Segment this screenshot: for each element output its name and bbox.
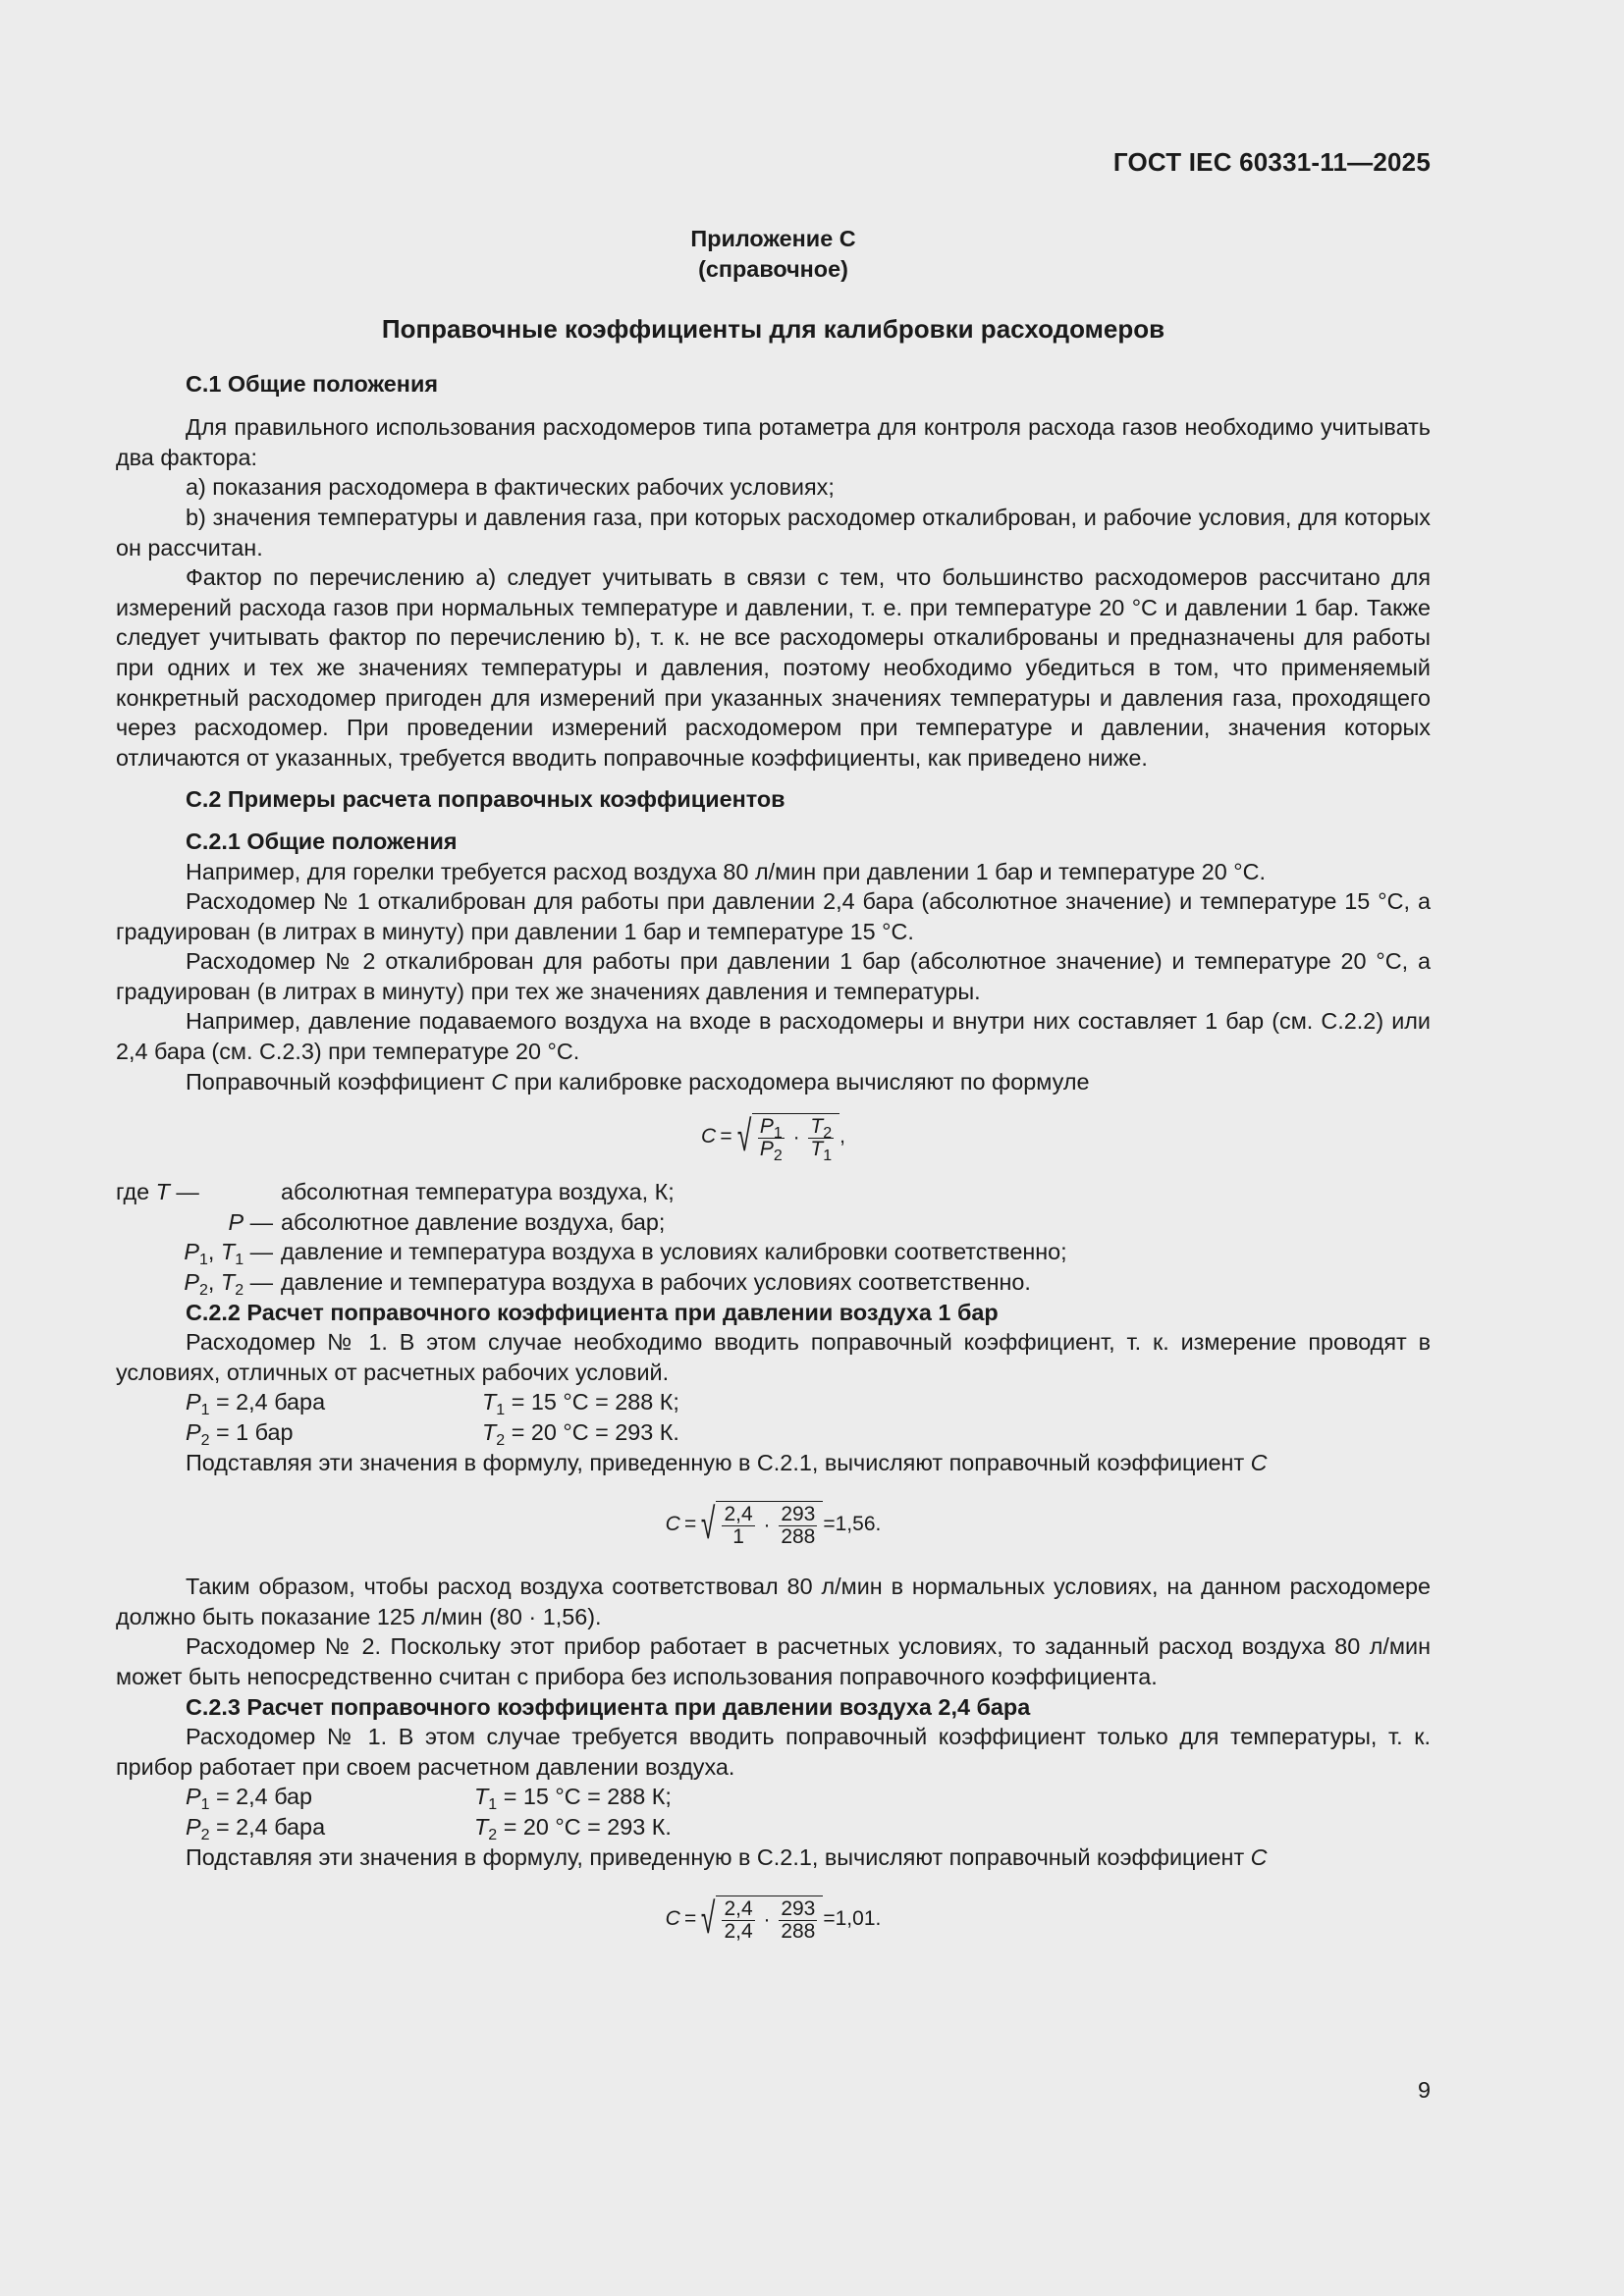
- formula-calc-1: C = √ $\frac{2,4}{1}$ · $\frac{293}{288}$ =1,56.: [665, 1500, 882, 1549]
- section-heading-c1: С.1 Общие положения: [186, 370, 438, 397]
- result: =1,56.: [823, 1512, 882, 1535]
- value: = 20 °С = 293 К.: [503, 1813, 672, 1840]
- definition-term: P —: [228, 1208, 273, 1235]
- paragraph: Подставляя эти значения в формулу, приведенную в С.2.1, вычисляют поправочный коэффициент C: [186, 1449, 1268, 1475]
- definition-row: [116, 1207, 1431, 1238]
- definition-text: давление и температура воздуха в условиях калибровки соответственно;: [281, 1239, 1067, 1265]
- numerator: 293: [781, 1503, 816, 1526]
- denominator: 288: [781, 1920, 816, 1944]
- value: = 2,4 бар: [216, 1784, 313, 1810]
- text: Подставляя эти значения в формулу, приведенную в С.2.1, вычисляют поправочный коэффициент: [186, 1843, 1245, 1870]
- text: при калибровке расходомера вычисляют по формуле: [508, 1068, 1090, 1095]
- subsection-heading-c21: С.2.1 Общие положения: [186, 828, 458, 854]
- values-row: $P_1 = 2,4$ бар $T_1 = 15$ °С = 288 К;: [186, 1784, 672, 1814]
- numerator: 2,4: [724, 1897, 753, 1921]
- list-item-b: b) значения температуры и давления газа, при которых расходомер откалиброван, и рабочие условия, для которых он рассчитан.: [116, 504, 1431, 561]
- paragraph: Фактор по перечислению a) следует учитывать в связи с тем, что большинство расходомеров рассчитано для измерений расхода газов при нормальных температуре и давлении, т. е. при температуре 20 °С и давлении 1 бар. Также следует учитывать фактор по перечислению b), т. к. не все расходомеры откалиброваны и предназначены для работы при одних и тех же значениях температуры и давления, поэтому необходимо убедиться в том, что применяемый конкретный расходомер пригоден для измерений при указанных значениях температуры и давления газа, проходящего через расходомер. При проведении измерений расходомером при температуре и давлении, значения которых отличаются от указанных, требуется вводить поправочные коэффициенты, как приведено ниже.: [116, 564, 1431, 771]
- paragraph: Таким образом, чтобы расход воздуха соответствовал 80 л/мин в нормальных условиях, на данном расходомере должно быть показание 125 л/мин (80 · 1,56).: [116, 1574, 1431, 1629]
- paragraph: Расходомер № 1. В этом случае требуется вводить поправочный коэффициент только для температуры, т. к. прибор работает при своем расчетном давлении воздуха.: [116, 1724, 1431, 1780]
- page-content: [116, 224, 1431, 1966]
- paragraph: Для правильного использования расходомеров типа ротаметра для контроля расхода газов необходимо учитывать два фактора:: [116, 414, 1431, 470]
- formula-general: C = √ $\frac{P_1}{P_2}$ · $\frac{T_2}{T_1}$ ,: [701, 1112, 845, 1165]
- definition-text: абсолютная температура воздуха, К;: [281, 1179, 675, 1205]
- denominator: 2,4: [724, 1920, 753, 1944]
- paragraph: Расходомер № 2 откалиброван для работы при давлении 1 бар (абсолютное значение) и температуре 20 °С, а градуирован (в литрах в минуту) при тех же значениях давления и температуры.: [116, 948, 1431, 1004]
- paragraph: [116, 1067, 1431, 1097]
- definition-row: [116, 1177, 1431, 1207]
- value: = 2,4 бара: [216, 1813, 326, 1840]
- value: = 2,4 бара: [216, 1389, 326, 1415]
- text: Поправочный коэффициент: [186, 1068, 492, 1095]
- value: = 15 °С = 288 К;: [511, 1389, 679, 1415]
- paragraph: Подставляя эти значения в формулу, приведенную в С.2.1, вычисляют поправочный коэффициент C: [186, 1843, 1268, 1870]
- appendix-title: Приложение С: [690, 226, 856, 251]
- formula-calc-2: C = √ $\frac{2,4}{2,4}$ · $\frac{293}{288}$ =1,01.: [665, 1895, 882, 1944]
- definition-term: где T —: [116, 1179, 199, 1205]
- definition-term: $P_1$, $T_1$ —: [184, 1239, 273, 1269]
- paragraph: Например, давление подаваемого воздуха на входе в расходомеры и внутри них составляет 1 бар (см. С.2.2) или 2,4 бара (см. С.2.3) при температуре 20 °С.: [116, 1008, 1431, 1065]
- value: = 1 бар: [216, 1419, 294, 1445]
- subsection-heading-c23: С.2.3 Расчет поправочного коэффициента при давлении воздуха 2,4 бара: [186, 1693, 1031, 1720]
- list-item-a: a) показания расходомера в фактических рабочих условиях;: [186, 474, 835, 501]
- definition-row: [116, 1237, 1431, 1267]
- numerator: 2,4: [724, 1503, 753, 1526]
- values-row: $P_2 = 1$ бар $T_2 = 20$ °С = 293 К.: [186, 1419, 679, 1449]
- document-title: Поправочные коэффициенты для калибровки расходомеров: [381, 314, 1165, 344]
- denominator: 288: [781, 1525, 816, 1549]
- page-number: 9: [1417, 2077, 1431, 2103]
- value: = 20 °С = 293 К.: [511, 1419, 679, 1445]
- definition-text: абсолютное давление воздуха, бар;: [281, 1208, 666, 1235]
- paragraph: Расходомер № 1. В этом случае необходимо вводить поправочный коэффициент, т. к. измерение проводят в условиях, отличных от расчетных рабочих условий.: [116, 1329, 1431, 1385]
- definition-term: $P_2$, $T_2$ —: [184, 1269, 273, 1300]
- definition-row: [116, 1267, 1431, 1298]
- section-heading-c2: С.2 Примеры расчета поправочных коэффициентов: [186, 786, 785, 813]
- value: = 15 °С = 288 К;: [503, 1784, 672, 1810]
- paragraph: Расходомер № 2. Поскольку этот прибор работает в расчетных условиях, то заданный расход воздуха 80 л/мин может быть непосредственно считан с прибора без использования поправочного коэффициента.: [116, 1633, 1431, 1689]
- denominator: 1: [732, 1525, 744, 1549]
- result: =1,01.: [823, 1906, 882, 1930]
- text: Подставляя эти значения в формулу, приведенную в С.2.1, вычисляют поправочный коэффициент: [186, 1449, 1245, 1475]
- values-row: $P_2 = 2,4$ бара $T_2 = 20$ °С = 293 К.: [186, 1813, 672, 1843]
- subsection-heading-c22: С.2.2 Расчет поправочного коэффициента при давлении воздуха 1 бар: [186, 1299, 999, 1325]
- definitions-list: [116, 1177, 1431, 1300]
- paragraph: Например, для горелки требуется расход воздуха 80 л/мин при давлении 1 бар и температуре 20 °С.: [186, 858, 1266, 884]
- appendix-subtitle: (справочное): [698, 256, 848, 282]
- paragraph: Расходомер № 1 откалиброван для работы при давлении 2,4 бара (абсолютное значение) и температуре 15 °С, а градуирован (в литрах в минуту) при давлении 1 бар и температуре 15 °С.: [116, 888, 1431, 944]
- numerator: 293: [781, 1897, 816, 1921]
- values-row: $P_1 = 2,4$ бара $T_1 = 15$ °С = 288 К;: [186, 1389, 679, 1419]
- variable: C: [491, 1068, 509, 1095]
- standard-header: ГОСТ IEC 60331-11—2025: [1112, 147, 1431, 177]
- definition-text: давление и температура воздуха в рабочих условиях соответственно.: [281, 1269, 1031, 1296]
